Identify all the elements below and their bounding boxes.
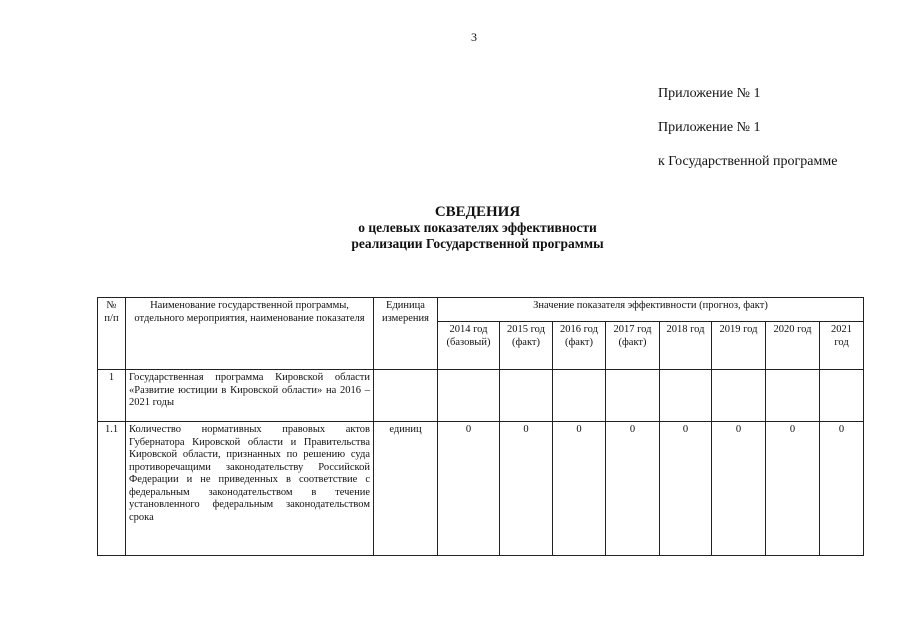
header-year-2016: 2016 год (факт) [553,322,606,370]
row-value: 0 [553,422,606,556]
indicators-table [97,297,864,556]
row-num: 1.1 [98,422,126,556]
header-year-2017: 2017 год (факт) [606,322,660,370]
header-year-2014: 2014 год (базовый) [438,322,500,370]
row-value [712,370,766,422]
row-name: Количество нормативных правовых актов Губернатора Кировской области и Правительства Кировской области, признанных по решению суда противоречащими законодательству Российской Федерации и не приведенных в соответствие с федеральным законодательством в течение установленного федеральным законодательством срока [126,422,374,556]
table-row [98,370,864,422]
table-row [98,422,864,556]
header-year-2020: 2020 год [766,322,820,370]
row-value: 0 [712,422,766,556]
row-value [820,370,864,422]
row-value [606,370,660,422]
header-unit: Единица измерения [374,298,438,370]
row-value [766,370,820,422]
header-row-1 [98,298,864,322]
row-value [438,370,500,422]
header-name: Наименование государственной программы, отдельного мероприятия, наименование показателя [126,298,374,370]
row-value [553,370,606,422]
row-value: 0 [438,422,500,556]
document-subtitle-2: реализации Государственной программы [351,236,604,251]
page-number: 3 [471,30,477,44]
row-name: Государственная программа Кировской области «Развитие юстиции в Кировской области» на 2016 – 2021 годы [126,370,374,422]
document-title: СВЕДЕНИЯ [434,204,521,220]
row-value: 0 [766,422,820,556]
row-unit: единиц [374,422,438,556]
appendix-line-1: Приложение № 1 [658,86,761,101]
document-subtitle-1: о целевых показателях эффективности [358,220,597,235]
header-year-2018: 2018 год [660,322,712,370]
row-num: 1 [98,370,126,422]
appendix-line-2: Приложение № 1 [658,120,761,135]
header-value-group: Значение показателя эффективности (прогноз, факт) [438,298,864,322]
row-unit [374,370,438,422]
row-value [500,370,553,422]
row-value: 0 [660,422,712,556]
row-value [660,370,712,422]
header-year-2019: 2019 год [712,322,766,370]
row-value: 0 [820,422,864,556]
header-year-2021: 2021 год [820,322,864,370]
appendix-line-3: к Государственной программе [658,154,838,169]
row-value: 0 [606,422,660,556]
header-year-2015: 2015 год (факт) [500,322,553,370]
header-num: № п/п [98,298,126,370]
row-value: 0 [500,422,553,556]
